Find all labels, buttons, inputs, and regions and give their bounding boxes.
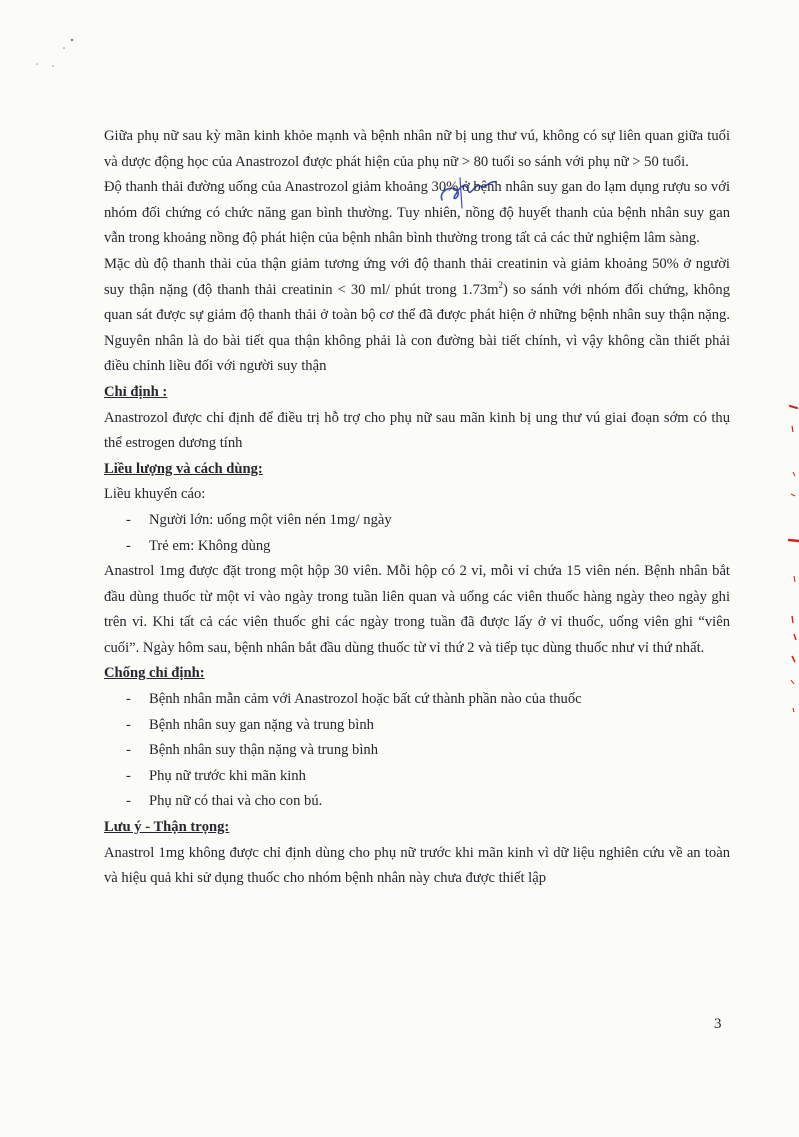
scan-specks: [0, 0, 120, 80]
list-item: - Phụ nữ có thai và cho con bú.: [126, 789, 730, 815]
document-body: [104, 124, 730, 892]
paragraph-precautions: Anastrol 1mg không được chỉ định dùng cho phụ nữ trước khi mãn kinh vì dữ liệu nghiên cứu về an toàn và hiệu quả khi sử dụng thuốc cho nhóm bệnh nhân này chưa được thiết lập: [104, 844, 730, 887]
paragraph-indication: Anastrozol được chỉ định để điều trị hỗ trợ cho phụ nữ sau mãn kinh bị ung thư vú giai đoạn sớm có thụ thể estrogen dương tính: [104, 409, 730, 452]
dosage-intro: Liều khuyến cáo:: [104, 486, 206, 503]
superscript: 2: [498, 279, 504, 290]
heading-dosage: Liều lượng và cách dùng:: [104, 460, 263, 477]
list-item: - Bệnh nhân mẫn cảm với Anastrozol hoặc bất cứ thành phần nào của thuốc: [126, 687, 730, 713]
paragraph-renal-clearance: [104, 252, 730, 380]
list-item: - Bệnh nhân suy gan nặng và trung bình: [126, 713, 730, 739]
renal-text-before: Mặc dù độ thanh thải của thận giảm tương ứng với độ thanh thải creatinin và giảm khoảng 50% ở người suy thận nặng (độ thanh thải creatinin < 30 ml/ phút trong 1.73m: [104, 255, 730, 298]
contraindications-list: [104, 687, 730, 815]
renal-text-after: ) so sánh với nhóm đối chứng, không quan sát được sự giảm độ thanh thải ở toàn bộ cơ thể đã được phát hiện ở những bệnh nhân suy thận nặng. Nguyên nhân là do bài tiết qua thận không phải là con đường bài tiết chính, vì vậy không cần thiết phải điều chỉnh liều đối với người suy thận: [104, 281, 730, 375]
heading-indication: Chỉ định :: [104, 383, 168, 400]
page-number: 3: [714, 1016, 722, 1032]
dosage-list: [104, 508, 730, 559]
paragraph-dosage: Anastrol 1mg được đặt trong một hộp 30 viên. Mỗi hộp có 2 vỉ, mỗi vỉ chứa 15 viên nén. Bệnh nhân bắt đầu dùng thuốc từ một vỉ vào ngày trong tuần liên quan và uống các viên thuốc hàng ngày theo ngày ghi trên vỉ. Khi tất cả các viên thuốc ghi các ngày trong tuần đã được lấy ở vỉ thuốc, uống viên ghi “viên cuối”. Ngày hôm sau, bệnh nhân bắt đầu dùng thuốc từ vỉ thứ 2 và tiếp tục dùng thuốc như vỉ thứ nhất.: [104, 563, 730, 656]
list-item: - Người lớn: uống một viên nén 1mg/ ngày: [126, 508, 730, 534]
list-item: - Bệnh nhân suy thận nặng và trung bình: [126, 738, 730, 764]
heading-precautions: Lưu ý - Thận trọng:: [104, 819, 230, 836]
heading-contraindications: Chống chỉ định:: [104, 665, 205, 682]
list-item: - Trẻ em: Không dùng: [126, 534, 730, 560]
red-edge-marks: [770, 380, 799, 720]
paragraph-hepatic-clearance: Độ thanh thải đường uống của Anastrozol giảm khoảng 30% ở bệnh nhân suy gan do lạm dụng rượu so với nhóm đối chứng có chức năng gan bình thường. Tuy nhiên, nồng độ huyết thanh của bệnh nhân suy gan vẫn trong khoảng nồng độ phát hiện của bệnh nhân bình thường trong tất cả các thử nghiệm lâm sàng.: [104, 179, 730, 247]
list-item: - Phụ nữ trước khi mãn kinh: [126, 764, 730, 790]
paragraph-age-pharmacokinetics: Giữa phụ nữ sau kỳ mãn kinh khỏe mạnh và bệnh nhân nữ bị ung thư vú, không có sự liên quan giữa tuổi và dược động học của Anastrozol được phát hiện của phụ nữ > 80 tuổi so sánh với phụ nữ > 50 tuổi.: [104, 128, 730, 170]
